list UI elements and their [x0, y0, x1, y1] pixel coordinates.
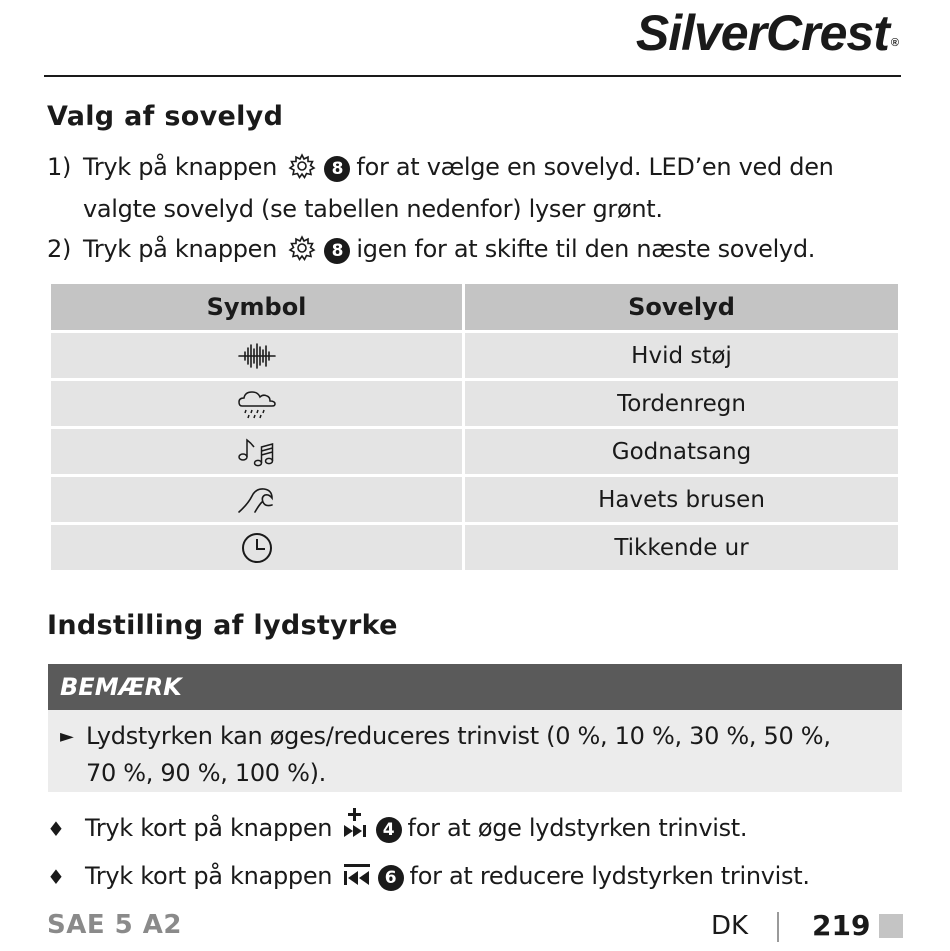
symbol-cell — [50, 476, 464, 524]
step-1 — [47, 149, 907, 228]
sound-label: Tordenregn — [464, 380, 900, 428]
page-marker-square — [879, 914, 903, 938]
bullet-text-before: Tryk kort på knappen — [85, 814, 333, 842]
bullet-decrease-volume — [47, 858, 810, 900]
table-row — [50, 524, 900, 572]
badge-6: 6 — [378, 865, 404, 891]
step-text-after: igen for at skifte til den næste sovelyd. — [356, 235, 816, 263]
table-row — [50, 380, 900, 428]
symbol-cell — [50, 428, 464, 476]
badge-8: 8 — [324, 156, 350, 182]
minus-rewind-icon — [342, 861, 372, 900]
rain-cloud-icon — [236, 388, 278, 420]
wave-icon — [236, 484, 278, 516]
step-2 — [47, 231, 907, 273]
bullet-increase-volume — [47, 807, 747, 852]
page-number: 219 — [812, 909, 871, 942]
music-notes-icon — [236, 435, 278, 469]
header-rule — [44, 75, 901, 77]
language-code: DK — [711, 911, 749, 941]
step-text-after: for at vælge en sovelyd. LED’en ved den — [356, 153, 834, 181]
table-header-row — [50, 283, 900, 332]
section-title-volume: Indstilling af lydstyrke — [47, 610, 398, 641]
brand-logo — [636, 6, 898, 60]
diamond-bullet-icon: ♦ — [47, 865, 65, 889]
symbol-cell — [50, 524, 464, 572]
soundwave-icon — [237, 341, 277, 371]
symbol-cell — [50, 380, 464, 428]
step-number: 2) — [47, 235, 72, 263]
diamond-bullet-icon: ♦ — [47, 817, 65, 841]
table-row — [50, 428, 900, 476]
column-header-symbol: Symbol — [50, 283, 464, 332]
badge-8: 8 — [324, 238, 350, 264]
column-header-sleep-sound: Sovelyd — [464, 283, 900, 332]
note-header: BEMÆRK — [48, 664, 902, 710]
registered-mark: ® — [890, 37, 898, 49]
note-body — [48, 710, 902, 792]
clock-icon — [239, 531, 275, 565]
gear-icon — [286, 152, 318, 191]
sound-label: Havets brusen — [464, 476, 900, 524]
sound-label: Godnatsang — [464, 428, 900, 476]
model-number: SAE 5 A2 — [47, 910, 183, 940]
note-text-line-1: Lydstyrken kan øges/reduceres trinvist (0 %, 10 %, 30 %, 50 %, — [86, 722, 831, 750]
step-number: 1) — [47, 153, 72, 181]
gear-icon — [286, 234, 318, 273]
sound-label: Hvid støj — [464, 332, 900, 380]
badge-4: 4 — [376, 817, 402, 843]
sound-label: Tikkende ur — [464, 524, 900, 572]
section-title-sleep-sound: Valg af sovelyd — [47, 101, 284, 132]
table-row — [50, 332, 900, 380]
step-text-continued: valgte sovelyd (se tabellen nedenfor) lyser grønt. — [83, 195, 663, 223]
arrow-bullet-icon: ► — [60, 726, 74, 747]
symbol-cell — [50, 332, 464, 380]
brand-name: SilverCrest — [635, 5, 889, 61]
bullet-text-after: for at øge lydstyrken trinvist. — [407, 814, 748, 842]
bullet-text-before: Tryk kort på knappen — [85, 862, 333, 890]
sleep-sound-table — [48, 281, 901, 573]
plus-skip-forward-icon — [342, 807, 370, 852]
step-text-before: Tryk på knappen — [83, 235, 278, 263]
footer-divider — [777, 912, 779, 942]
table-row — [50, 476, 900, 524]
step-text-before: Tryk på knappen — [83, 153, 278, 181]
bullet-text-after: for at reducere lydstyrken trinvist. — [409, 862, 810, 890]
note-text-line-2: 70 %, 90 %, 100 %). — [86, 759, 326, 787]
